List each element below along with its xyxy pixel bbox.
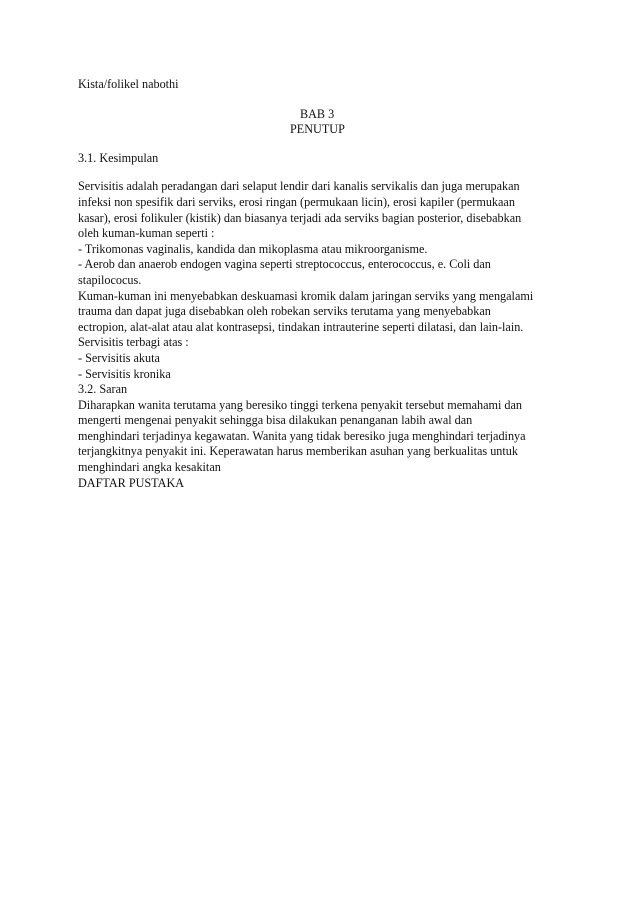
chapter-heading (78, 107, 568, 138)
chapter-number: BAB 3 (300, 106, 335, 121)
chapter-title: PENUTUP (290, 122, 345, 137)
document-content (78, 77, 568, 491)
text-line: - Aerob dan anaerob endogen vagina seperti streptococcus, enterococcus, e. Coli dan (78, 257, 491, 272)
text-line: mengerti mengenai penyakit sehingga bisa dilakukan penanganan labih awal dan (78, 413, 473, 428)
text-line: infeksi non spesifik dari serviks, erosi ringan (permukaan licin), erosi kapiler (permukaan (78, 194, 515, 209)
text-line: trauma dan dapat juga disebabkan oleh robekan serviks terutama yang menyebabkan (78, 304, 491, 319)
conclusion-paragraph (78, 179, 568, 382)
text-line: - Trikomonas vaginalis, kandida dan mikoplasma atau mikroorganisme. (78, 241, 428, 256)
text-line: menghindari angka kesakitan (78, 460, 221, 475)
suggestion-paragraph (78, 398, 568, 476)
text-line: ectropion, alat-alat atau alat kontrasepsi, tindakan intrauterine seperti dilatasi, dan lain-lain. (78, 319, 524, 334)
spacer (78, 166, 568, 179)
text-line: oleh kuman-kuman seperti : (78, 226, 215, 241)
text-line: Diharapkan wanita terutama yang beresiko tinggi terkena penyakit tersebut memahami dan (78, 397, 523, 412)
text-line: Servisitis terbagi atas : (78, 335, 189, 350)
text-line: stapilococus. (78, 272, 142, 287)
text-line: terjangkitnya penyakit ini. Keperawatan harus memberikan asuhan yang berkualitas untuk (78, 444, 518, 459)
section-2-title: 3.2. Saran (78, 382, 128, 397)
text-line: Servisitis adalah peradangan dari selaput lendir dari kanalis servikalis dan juga merupakan (78, 179, 520, 194)
text-line: kasar), erosi folikuler (kistik) dan biasanya terjadi ada serviks bagian posterior, disebabkan (78, 210, 522, 225)
text-line: Kuman-kuman ini menyebabkan deskuamasi kromik dalam jaringan serviks yang mengalami (78, 288, 534, 303)
section-1-title: 3.1. Kesimpulan (78, 150, 159, 165)
references-title: DAFTAR PUSTAKA (78, 475, 185, 490)
top-line: Kista/folikel nabothi (78, 77, 179, 91)
text-line: menghindari terjadinya kegawatan. Wanita yang tidak beresiko juga menghindari terjadinya (78, 428, 526, 443)
text-line: - Servisitis akuta (78, 350, 160, 365)
text-line: - Servisitis kronika (78, 366, 171, 381)
